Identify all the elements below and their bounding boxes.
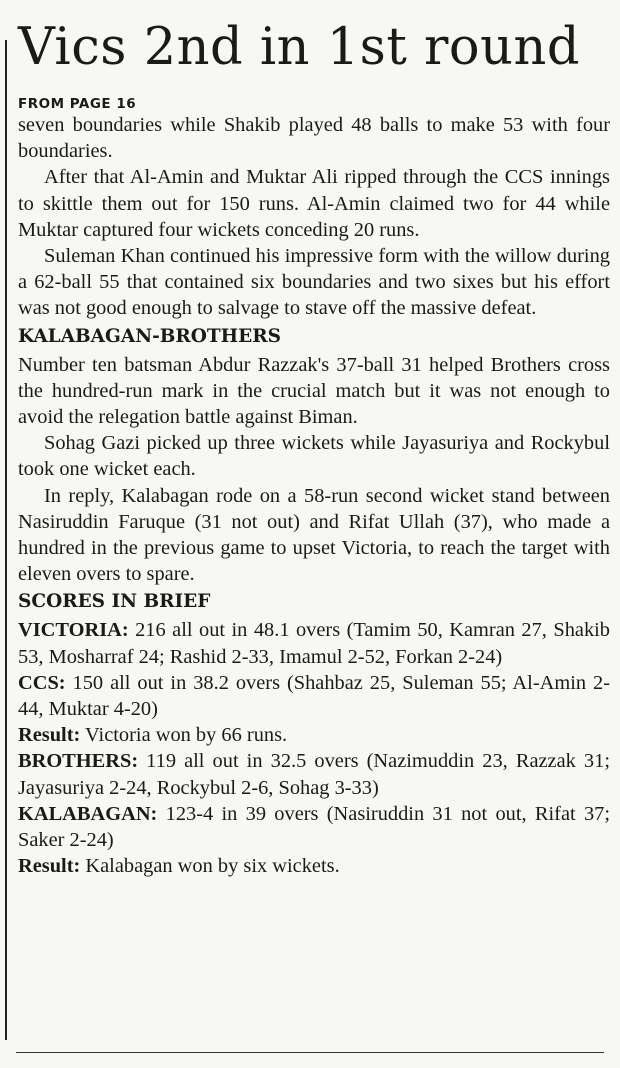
section-heading-scores: SCORES IN BRIEF: [18, 591, 211, 613]
jump-label: FROM PAGE 16: [18, 96, 137, 112]
score-text: 150 all out in 38.2 overs (Shahbaz 25, Suleman 55; Al-Amin 2-44, Muktar 4-20): [18, 671, 610, 721]
intro-paragraph-1: seven boundaries while Shakib played 48 balls to make 53 with four boundaries.: [18, 114, 610, 163]
kalabagan-paragraph-1: Number ten batsman Abdur Razzak's 37-ball 31 helped Brothers cross the hundred-run mark in the crucial match but it was not enough to avoid the relegation battle against Biman.: [18, 353, 610, 429]
article-body: [18, 112, 610, 879]
score-label: CCS:: [18, 671, 66, 694]
kalabagan-paragraph-2: Sohag Gazi picked up three wickets while Jayasuriya and Rockybul took one wicket each.: [18, 432, 610, 481]
score-label: BROTHERS:: [18, 750, 139, 773]
score-text: Kalabagan won by six wickets.: [80, 855, 340, 878]
score-text: 216 all out in 48.1 overs (Tamim 50, Kamran 27, Shakib 53, Mosharraf 24; Rashid 2-33, Imamul 2-52, Forkan 2-24): [18, 619, 610, 668]
score-label: Result:: [18, 724, 81, 747]
score-label: VICTORIA:: [18, 619, 129, 642]
intro-paragraph-3: Suleman Khan continued his impressive form with the willow during a 62-ball 55 that contained six boundaries and two sixes but his effort was not good enough to salvage to stave off the massive defeat.: [18, 245, 610, 320]
headline: Vics 2nd in 1st round: [18, 18, 580, 77]
article: [18, 18, 610, 879]
section-heading-kalabagan-brothers: KALABAGAN-BROTHERS: [18, 325, 281, 347]
intro-paragraph-2: After that Al-Amin and Muktar Ali ripped through the CCS innings to skittle them out for 150 runs. Al-Amin claimed two for 44 while Muktar captured four wickets conceding 20 runs.: [18, 166, 610, 241]
score-line-ccs: [18, 670, 610, 722]
score-line-victoria: [18, 617, 610, 669]
score-text: Victoria won by 66 runs.: [80, 724, 288, 747]
score-line-kalabagan: [18, 801, 610, 853]
score-line-result-1: [18, 722, 610, 748]
score-label: KALABAGAN:: [18, 802, 158, 825]
score-label: Result:: [18, 855, 81, 878]
score-text: 119 all out in 32.5 overs (Nazimuddin 23, Razzak 31; Jayasuriya 2-24, Rockybul 2-6, Sohag 3-33): [18, 750, 610, 799]
bottom-rule: [16, 1052, 604, 1053]
left-column-rule: [5, 40, 7, 1040]
score-line-brothers: [18, 748, 610, 800]
score-text: 123-4 in 39 overs (Nasiruddin 31 not out, Rifat 37; Saker 2-24): [18, 802, 610, 852]
score-line-result-2: [18, 853, 610, 879]
kalabagan-paragraph-3: In reply, Kalabagan rode on a 58-run second wicket stand between Nasiruddin Faruque (31 not out) and Rifat Ullah (37), who made a hundred in the previous game to upset Victoria, to reach the target with eleven overs to spare.: [18, 484, 610, 586]
